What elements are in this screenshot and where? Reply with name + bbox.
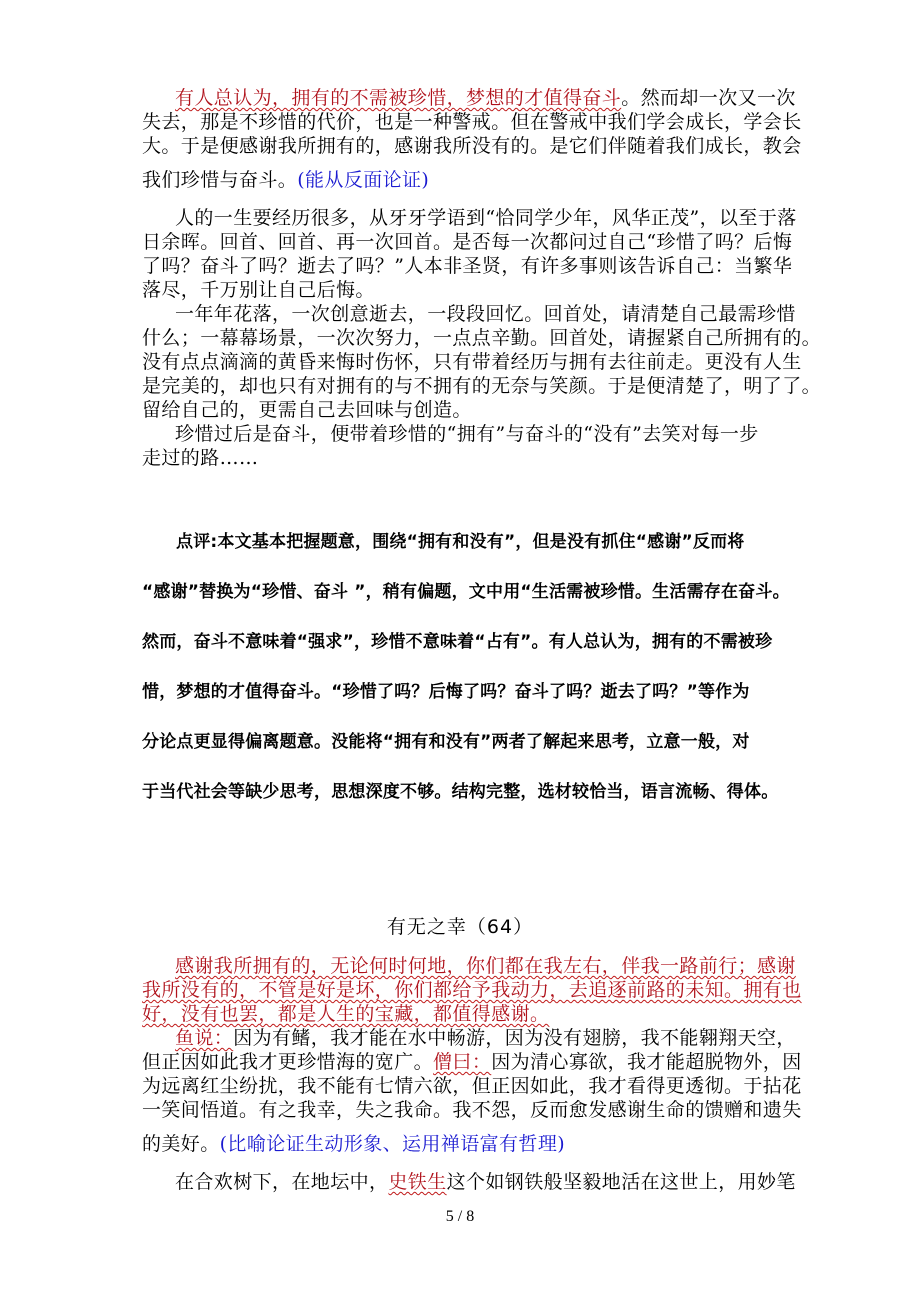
essay1-p2-line4: 落尽，千万别让自己后悔。 <box>142 279 375 301</box>
essay1-p4-line2: 走过的路…… <box>142 447 259 469</box>
essay1-p2-line1: 人的一生要经历很多，从牙牙学语到“恰同学少年，风华正茂”，以至于落 <box>175 207 797 229</box>
comment-line-2: “感谢”替换为“珍惜、奋斗 ”，稍有偏题，文中用“生活需被珍惜。生活需存在奋斗。 <box>142 582 790 602</box>
monk-label: 僧曰： <box>433 1051 492 1073</box>
comment-line-1: 点评:本文基本把握题意，围绕“拥有和没有”，但是没有抓住“感谢”反而将 <box>176 532 745 552</box>
essay1-p1-line4: 我们珍惜与奋斗。(能从反面论证) <box>142 169 430 191</box>
highlighted-sentence: 有人总认为，拥有的不需被珍惜，梦想的才值得奋斗 <box>175 87 622 109</box>
essay2-p1-line3: 好，没有也罢，都是人生的宝藏，都值得感谢。 <box>142 1003 550 1025</box>
comment-line-4: 惜，梦想的才值得奋斗。“珍惜了吗？后悔了吗？奋斗了吗？逝去了吗？”等作为 <box>142 682 750 702</box>
essay1-p4-line1: 珍惜过后是奋斗，便带着珍惜的“拥有”与奋斗的“没有”去笑对每一步 <box>175 423 759 445</box>
essay1-p3-line3: 没有点点滴滴的黄昏来悔时伤怀，只有带着经历与拥有去往前走。更没有人生 <box>142 351 802 373</box>
essay2-p2-line5: 的美好。(比喻论证生动形象、运用禅语富有哲理) <box>142 1133 566 1155</box>
essay1-p1-line1: 有人总认为，拥有的不需被珍惜，梦想的才值得奋斗。然而却一次又一次 <box>175 87 796 109</box>
essay1-p2-line3: 了吗？奋斗了吗？逝去了吗？”人本非圣贤，有许多事则该告诉自己：当繁华 <box>142 255 793 277</box>
comment-line-5: 分论点更显得偏离题意。没能将“拥有和没有”两者了解起来思考，立意一般，对 <box>142 732 750 752</box>
essay2-p2-line1: 鱼说：因为有鳍，我才能在水中畅游，因为没有翅膀，我不能翱翔天空， <box>175 1027 796 1049</box>
essay1-p1-line2: 失去，那是不珍惜的代价，也是一种警戒。但在警戒中我们学会成长，学会长 <box>142 111 802 133</box>
comment-line-6: 于当代社会等缺少思考，思想深度不够。结构完整，选材较恰当，语言流畅、得体。 <box>142 782 779 802</box>
essay1-p3-line1: 一年年花落，一次创意逝去，一段段回忆。回首处，请清楚自己最需珍惜 <box>175 303 796 325</box>
essay1-p3-line4: 是完美的，却也只有对拥有的与不拥有的无奈与笑颜。于是便清楚了，明了了。 <box>142 375 822 397</box>
essay1-p2-line2: 日余晖。回首、回首、再一次回首。是否每一次都问过自己“珍惜了吗？后悔 <box>142 231 793 253</box>
essay1-p1-line3: 大。于是便感谢我所拥有的，感谢我所没有的。是它们伴随着我们成长，教会 <box>142 135 802 157</box>
fish-label: 鱼说： <box>175 1027 234 1049</box>
essay2-p1-line2: 我所没有的，不管是好是坏，你们都给予我动力，去追逐前路的未知。拥有也 <box>142 979 802 1001</box>
annotation-note: (能从反面论证) <box>297 169 430 191</box>
essay-title: 有无之幸（64） <box>386 916 534 938</box>
essay2-p2-line2: 但正因如此我才更珍惜海的宽广。僧曰：因为清心寡欲，我才能超脱物外，因 <box>142 1051 802 1073</box>
annotation-note: (比喻论证生动形象、运用禅语富有哲理) <box>219 1133 566 1155</box>
essay1-p3-line5: 留给自己的，更需自己去回味与创造。 <box>142 399 472 421</box>
essay2-p1-line1: 感谢我所拥有的，无论何时何地，你们都在我左右，伴我一路前行；感谢 <box>175 955 796 977</box>
essay2-p3-line1: 在合欢树下，在地坛中，史铁生这个如钢铁般坚毅地活在这世上，用妙笔 <box>175 1171 796 1193</box>
comment-line-3: 然而，奋斗不意味着“强求”，珍惜不意味着“占有”。有人总认为，拥有的不需被珍 <box>142 632 773 652</box>
page-indicator: 5 / 8 <box>445 1208 475 1225</box>
essay2-p2-line4: 一笑间悟道。有之我幸，失之我命。我不怨，反而愈发感谢生命的馈赠和遗失 <box>142 1099 802 1121</box>
author-name: 史铁生 <box>388 1171 447 1193</box>
essay1-p3-line2: 什么；一幕幕场景，一次次努力，一点点辛勤。回首处，请握紧自己所拥有的。 <box>142 327 822 349</box>
essay2-p2-line3: 为远离红尘纷扰，我不能有七情六欲，但正因如此，我才看得更透彻。于拈花 <box>142 1075 802 1097</box>
